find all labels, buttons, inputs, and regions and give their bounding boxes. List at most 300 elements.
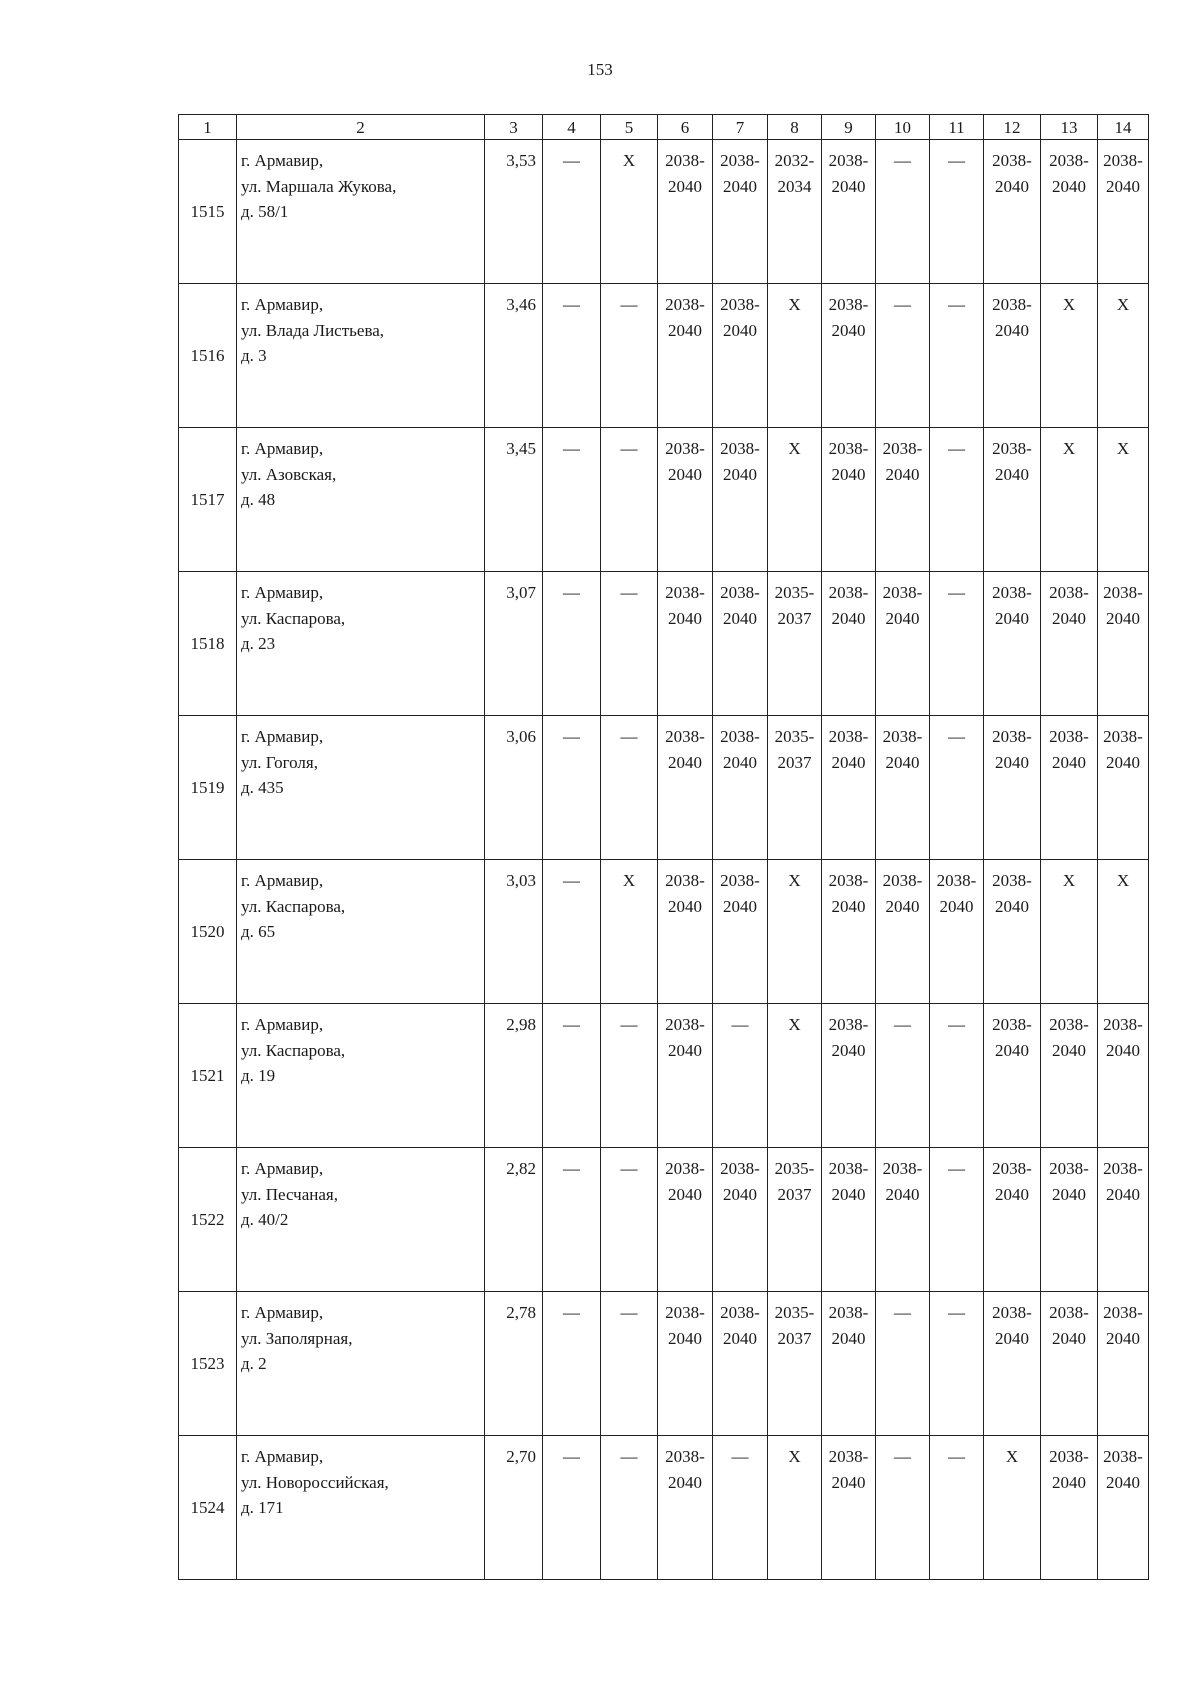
- schedule-cell: [984, 860, 1041, 1004]
- column-header: 8: [768, 115, 822, 140]
- schedule-cell: [984, 1292, 1041, 1436]
- table-row: [179, 572, 1149, 716]
- year-start: 2038-: [1103, 1447, 1143, 1466]
- year-end: 2040: [723, 176, 757, 196]
- address-line: г. Армавир,: [241, 295, 324, 314]
- address-line: г. Армавир,: [241, 151, 324, 170]
- year-end: 2040: [668, 752, 702, 772]
- schedule-cell: [768, 572, 822, 716]
- row-number: 1516: [179, 284, 237, 428]
- year-end: 2040: [885, 464, 920, 484]
- address-line: ул. Заполярная,: [241, 1328, 353, 1348]
- year-end: 2040: [831, 608, 866, 628]
- year-start: 2038-: [1049, 583, 1089, 602]
- address-cell: [237, 716, 485, 860]
- column-header: 1: [179, 115, 237, 140]
- year-start: 2038-: [1049, 151, 1089, 170]
- address-cell: [237, 1004, 485, 1148]
- year-end: 2034: [777, 176, 812, 196]
- schedule-cell: —: [713, 1436, 768, 1580]
- year-start: 2038-: [1103, 583, 1143, 602]
- year-end: 2040: [1052, 608, 1086, 628]
- schedule-cell: [984, 572, 1041, 716]
- schedule-cell: Х: [768, 284, 822, 428]
- year-start: 2038-: [936, 871, 977, 890]
- schedule-cell: [713, 1292, 768, 1436]
- year-start: 2038-: [665, 1015, 705, 1034]
- year-start: 2038-: [828, 295, 869, 314]
- schedule-cell: [822, 140, 876, 284]
- year-start: 2038-: [1049, 1015, 1089, 1034]
- year-end: 2040: [995, 320, 1029, 340]
- year-start: 2038-: [828, 1303, 869, 1322]
- year-start: 2038-: [665, 727, 705, 746]
- year-start: 2038-: [1103, 727, 1143, 746]
- address-cell: [237, 572, 485, 716]
- year-end: 2040: [831, 896, 866, 916]
- table-row: [179, 860, 1149, 1004]
- address-line: ул. Каспарова,: [241, 608, 346, 628]
- address-line: д. 2: [241, 1354, 267, 1373]
- address-cell: [237, 140, 485, 284]
- year-end: 2040: [668, 1472, 702, 1492]
- schedule-cell: [1041, 1292, 1098, 1436]
- schedule-cell: [658, 140, 713, 284]
- address-cell: [237, 1292, 485, 1436]
- year-start: 2038-: [1049, 1303, 1089, 1322]
- schedule-cell: —: [543, 1004, 601, 1148]
- year-end: 2040: [885, 608, 920, 628]
- year-start: 2038-: [882, 1159, 923, 1178]
- schedule-cell: [876, 716, 930, 860]
- address-line: ул. Песчаная,: [241, 1184, 338, 1204]
- schedule-cell: [1041, 1148, 1098, 1292]
- schedule-cell: —: [876, 1292, 930, 1436]
- schedule-cell: [713, 860, 768, 1004]
- year-start: 2038-: [1103, 1159, 1143, 1178]
- schedule-cell: Х: [768, 428, 822, 572]
- schedule-cell: —: [601, 572, 658, 716]
- schedule-cell: [658, 1004, 713, 1148]
- schedule-cell: [658, 1148, 713, 1292]
- year-start: 2035-: [774, 583, 815, 602]
- year-end: 2040: [1106, 752, 1140, 772]
- column-header: 14: [1098, 115, 1149, 140]
- address-line: д. 65: [241, 922, 276, 941]
- year-end: 2040: [1052, 1472, 1086, 1492]
- row-number: 1515: [179, 140, 237, 284]
- value-cell: 3,53: [485, 140, 543, 284]
- schedule-cell: [1041, 716, 1098, 860]
- schedule-cell: —: [930, 716, 984, 860]
- table-row: [179, 1148, 1149, 1292]
- schedule-cell: [713, 716, 768, 860]
- schedule-cell: [984, 140, 1041, 284]
- year-end: 2040: [995, 752, 1029, 772]
- year-end: 2040: [995, 464, 1029, 484]
- year-start: 2038-: [720, 151, 760, 170]
- value-cell: 3,45: [485, 428, 543, 572]
- schedule-cell: [713, 140, 768, 284]
- schedule-cell: [822, 716, 876, 860]
- year-end: 2040: [1106, 176, 1140, 196]
- address-line: ул. Новороссийская,: [241, 1472, 389, 1492]
- year-start: 2038-: [828, 151, 869, 170]
- schedule-cell: Х: [768, 1004, 822, 1148]
- year-end: 2040: [723, 752, 757, 772]
- row-number: 1523: [179, 1292, 237, 1436]
- schedule-cell: [658, 284, 713, 428]
- year-end: 2040: [995, 1040, 1029, 1060]
- year-end: 2040: [885, 896, 920, 916]
- schedule-cell: [984, 1004, 1041, 1148]
- schedule-cell: [984, 284, 1041, 428]
- address-cell: [237, 428, 485, 572]
- year-end: 2040: [831, 176, 866, 196]
- schedule-cell: —: [930, 1148, 984, 1292]
- address-line: д. 3: [241, 346, 267, 365]
- row-number: 1524: [179, 1436, 237, 1580]
- address-line: г. Армавир,: [241, 871, 324, 890]
- address-line: г. Армавир,: [241, 583, 324, 602]
- year-start: 2038-: [1049, 727, 1089, 746]
- schedule-cell: —: [543, 1148, 601, 1292]
- address-line: д. 19: [241, 1066, 276, 1085]
- year-end: 2040: [831, 1472, 866, 1492]
- year-end: 2040: [1106, 1184, 1140, 1204]
- year-end: 2040: [831, 1184, 866, 1204]
- column-header: 6: [658, 115, 713, 140]
- year-end: 2040: [1106, 1328, 1140, 1348]
- value-cell: 2,98: [485, 1004, 543, 1148]
- year-start: 2038-: [992, 1303, 1032, 1322]
- year-end: 2040: [885, 1184, 920, 1204]
- year-end: 2040: [1052, 1184, 1086, 1204]
- year-end: 2037: [777, 1184, 812, 1204]
- address-line: ул. Каспарова,: [241, 1040, 346, 1060]
- schedule-cell: [658, 860, 713, 1004]
- schedule-cell: [822, 1004, 876, 1148]
- schedule-cell: [822, 428, 876, 572]
- column-header: 2: [237, 115, 485, 140]
- address-cell: [237, 1148, 485, 1292]
- value-cell: 2,78: [485, 1292, 543, 1436]
- column-header: 4: [543, 115, 601, 140]
- year-start: 2038-: [1103, 1303, 1143, 1322]
- schedule-cell: [984, 1148, 1041, 1292]
- schedule-cell: [713, 428, 768, 572]
- year-end: 2040: [885, 752, 920, 772]
- schedule-cell: —: [876, 1004, 930, 1148]
- year-start: 2038-: [720, 727, 760, 746]
- table-row: [179, 284, 1149, 428]
- year-start: 2038-: [1049, 1159, 1089, 1178]
- schedule-cell: —: [876, 1436, 930, 1580]
- year-end: 2037: [777, 752, 812, 772]
- address-line: д. 58/1: [241, 202, 289, 221]
- year-start: 2038-: [665, 295, 705, 314]
- address-line: д. 48: [241, 490, 276, 509]
- year-end: 2040: [995, 608, 1029, 628]
- year-end: 2040: [995, 1328, 1029, 1348]
- year-end: 2040: [995, 896, 1029, 916]
- year-start: 2035-: [774, 727, 815, 746]
- schedule-cell: [876, 1148, 930, 1292]
- year-start: 2038-: [828, 1447, 869, 1466]
- year-start: 2038-: [720, 583, 760, 602]
- schedule-cell: [822, 1292, 876, 1436]
- schedule-cell: —: [930, 284, 984, 428]
- year-start: 2035-: [774, 1303, 815, 1322]
- page-number: 153: [587, 60, 613, 79]
- year-end: 2040: [831, 1040, 866, 1060]
- year-end: 2040: [1106, 1472, 1140, 1492]
- schedule-cell: [658, 428, 713, 572]
- year-end: 2040: [723, 1328, 757, 1348]
- year-start: 2038-: [720, 871, 760, 890]
- schedule-cell: Х: [1041, 428, 1098, 572]
- value-cell: 2,70: [485, 1436, 543, 1580]
- address-line: г. Армавир,: [241, 1015, 324, 1034]
- schedule-cell: —: [543, 140, 601, 284]
- year-end: 2040: [723, 320, 757, 340]
- table-body: [179, 140, 1149, 1580]
- address-line: г. Армавир,: [241, 727, 324, 746]
- schedule-cell: [713, 1148, 768, 1292]
- column-header: 5: [601, 115, 658, 140]
- year-start: 2038-: [1103, 1015, 1143, 1034]
- year-start: 2038-: [828, 583, 869, 602]
- table-row: [179, 716, 1149, 860]
- address-line: д. 23: [241, 634, 276, 653]
- year-end: 2040: [1106, 1040, 1140, 1060]
- schedule-cell: [658, 716, 713, 860]
- schedule-cell: [768, 1292, 822, 1436]
- schedule-cell: [1098, 1436, 1149, 1580]
- schedule-cell: [658, 1292, 713, 1436]
- schedule-cell: —: [601, 1004, 658, 1148]
- column-header: 13: [1041, 115, 1098, 140]
- year-end: 2040: [668, 608, 702, 628]
- address-line: д. 40/2: [241, 1210, 289, 1229]
- year-start: 2038-: [720, 295, 760, 314]
- schedule-cell: [822, 860, 876, 1004]
- address-line: д. 435: [241, 778, 284, 797]
- schedule-cell: —: [930, 428, 984, 572]
- schedule-cell: [713, 572, 768, 716]
- year-end: 2040: [1052, 176, 1086, 196]
- schedule-cell: [822, 1436, 876, 1580]
- year-end: 2040: [1106, 608, 1140, 628]
- value-cell: 2,82: [485, 1148, 543, 1292]
- schedule-cell: —: [543, 284, 601, 428]
- year-start: 2038-: [720, 1159, 760, 1178]
- year-start: 2038-: [665, 583, 705, 602]
- year-start: 2038-: [828, 1159, 869, 1178]
- schedule-cell: [1041, 1004, 1098, 1148]
- schedule-cell: [658, 1436, 713, 1580]
- column-header: 3: [485, 115, 543, 140]
- schedule-cell: [1098, 572, 1149, 716]
- address-line: ул. Гоголя,: [241, 752, 318, 772]
- value-cell: 3,03: [485, 860, 543, 1004]
- year-end: 2040: [723, 608, 757, 628]
- schedule-cell: —: [543, 1436, 601, 1580]
- address-line: г. Армавир,: [241, 439, 324, 458]
- schedule-cell: [822, 1148, 876, 1292]
- year-end: 2037: [777, 1328, 812, 1348]
- table-row: [179, 140, 1149, 284]
- row-number: 1522: [179, 1148, 237, 1292]
- year-end: 2040: [831, 320, 866, 340]
- year-start: 2035-: [774, 1159, 815, 1178]
- year-end: 2040: [939, 896, 974, 916]
- year-end: 2040: [1052, 1040, 1086, 1060]
- register-table: [178, 114, 1149, 1580]
- year-end: 2040: [831, 752, 866, 772]
- address-line: ул. Каспарова,: [241, 896, 346, 916]
- year-end: 2040: [668, 320, 702, 340]
- year-end: 2040: [668, 1328, 702, 1348]
- schedule-cell: —: [601, 716, 658, 860]
- year-start: 2038-: [992, 727, 1032, 746]
- table-row: [179, 428, 1149, 572]
- year-start: 2038-: [720, 439, 760, 458]
- schedule-cell: [1098, 1148, 1149, 1292]
- schedule-cell: —: [601, 1148, 658, 1292]
- value-cell: 3,07: [485, 572, 543, 716]
- schedule-cell: [768, 1148, 822, 1292]
- schedule-cell: [1098, 716, 1149, 860]
- schedule-cell: —: [930, 1004, 984, 1148]
- year-start: 2038-: [992, 151, 1032, 170]
- column-header: 7: [713, 115, 768, 140]
- schedule-cell: [822, 572, 876, 716]
- schedule-cell: —: [543, 716, 601, 860]
- year-start: 2038-: [828, 727, 869, 746]
- schedule-cell: Х: [1041, 284, 1098, 428]
- schedule-cell: [876, 428, 930, 572]
- column-header: 10: [876, 115, 930, 140]
- year-start: 2038-: [720, 1303, 760, 1322]
- year-end: 2040: [668, 1040, 702, 1060]
- year-end: 2040: [1052, 1328, 1086, 1348]
- schedule-cell: [876, 572, 930, 716]
- schedule-cell: [713, 284, 768, 428]
- schedule-cell: —: [601, 428, 658, 572]
- address-line: г. Армавир,: [241, 1159, 324, 1178]
- row-number: 1517: [179, 428, 237, 572]
- value-cell: 3,06: [485, 716, 543, 860]
- column-header: 11: [930, 115, 984, 140]
- year-start: 2038-: [1049, 1447, 1089, 1466]
- schedule-cell: —: [543, 572, 601, 716]
- year-start: 2038-: [992, 295, 1032, 314]
- schedule-cell: [1098, 140, 1149, 284]
- schedule-cell: —: [601, 1436, 658, 1580]
- schedule-cell: Х: [601, 860, 658, 1004]
- schedule-cell: —: [713, 1004, 768, 1148]
- year-start: 2038-: [992, 1159, 1032, 1178]
- schedule-cell: [984, 428, 1041, 572]
- schedule-cell: Х: [601, 140, 658, 284]
- year-start: 2038-: [828, 871, 869, 890]
- schedule-cell: —: [543, 1292, 601, 1436]
- schedule-cell: [768, 140, 822, 284]
- year-start: 2038-: [992, 439, 1032, 458]
- table-row: [179, 1292, 1149, 1436]
- table-row: [179, 1004, 1149, 1148]
- year-end: 2040: [831, 1328, 866, 1348]
- year-end: 2040: [668, 176, 702, 196]
- address-line: д. 171: [241, 1498, 284, 1517]
- year-start: 2038-: [665, 151, 705, 170]
- row-number: 1520: [179, 860, 237, 1004]
- year-start: 2038-: [882, 439, 923, 458]
- schedule-cell: Х: [768, 860, 822, 1004]
- row-number: 1519: [179, 716, 237, 860]
- address-line: г. Армавир,: [241, 1303, 324, 1322]
- year-end: 2040: [668, 464, 702, 484]
- address-line: ул. Влада Листьева,: [241, 320, 385, 340]
- year-start: 2038-: [882, 583, 923, 602]
- year-end: 2040: [723, 1184, 757, 1204]
- year-end: 2040: [668, 896, 702, 916]
- address-line: ул. Азовская,: [241, 464, 337, 484]
- header-row: [179, 115, 1149, 140]
- year-end: 2040: [723, 896, 757, 916]
- year-start: 2038-: [828, 1015, 869, 1034]
- row-number: 1518: [179, 572, 237, 716]
- schedule-cell: —: [543, 860, 601, 1004]
- year-start: 2038-: [665, 1159, 705, 1178]
- schedule-cell: [1098, 1292, 1149, 1436]
- year-start: 2038-: [992, 1015, 1032, 1034]
- year-start: 2038-: [665, 1303, 705, 1322]
- address-line: ул. Маршала Жукова,: [241, 176, 397, 196]
- address-line: г. Армавир,: [241, 1447, 324, 1466]
- year-start: 2038-: [882, 871, 923, 890]
- year-end: 2040: [831, 464, 866, 484]
- schedule-cell: —: [930, 1436, 984, 1580]
- year-start: 2038-: [665, 439, 705, 458]
- schedule-cell: —: [876, 284, 930, 428]
- year-start: 2038-: [665, 1447, 705, 1466]
- schedule-cell: [1041, 572, 1098, 716]
- schedule-cell: Х: [1098, 860, 1149, 1004]
- year-start: 2032-: [774, 151, 815, 170]
- schedule-cell: —: [601, 1292, 658, 1436]
- year-end: 2040: [995, 1184, 1029, 1204]
- address-cell: [237, 860, 485, 1004]
- schedule-cell: [768, 716, 822, 860]
- year-end: 2037: [777, 608, 812, 628]
- schedule-cell: [1041, 1436, 1098, 1580]
- schedule-cell: —: [930, 140, 984, 284]
- year-start: 2038-: [882, 727, 923, 746]
- schedule-cell: —: [601, 284, 658, 428]
- address-cell: [237, 1436, 485, 1580]
- schedule-cell: Х: [768, 1436, 822, 1580]
- schedule-cell: Х: [984, 1436, 1041, 1580]
- schedule-cell: Х: [1098, 428, 1149, 572]
- schedule-cell: —: [543, 428, 601, 572]
- schedule-cell: [1041, 140, 1098, 284]
- schedule-cell: Х: [1041, 860, 1098, 1004]
- schedule-cell: [822, 284, 876, 428]
- schedule-cell: Х: [1098, 284, 1149, 428]
- schedule-cell: —: [930, 1292, 984, 1436]
